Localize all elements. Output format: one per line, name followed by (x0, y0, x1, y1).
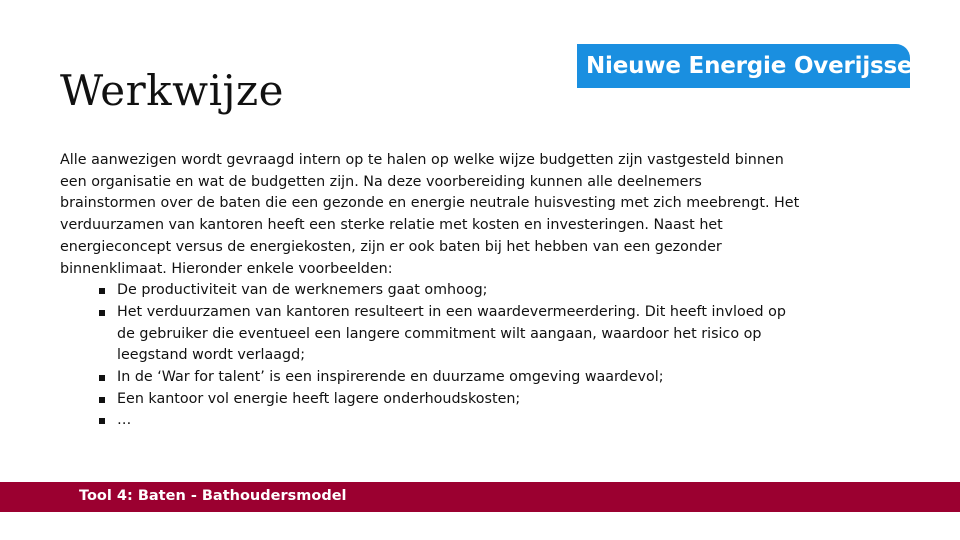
list-item (60, 367, 800, 389)
square-bullet-icon (99, 397, 105, 403)
list-item-text: … (117, 412, 132, 429)
square-bullet-icon (99, 375, 105, 381)
example-list (60, 280, 800, 432)
list-item (60, 280, 800, 302)
slide-body (60, 150, 800, 432)
list-item (60, 389, 800, 411)
list-item (60, 410, 800, 432)
list-item (60, 302, 800, 367)
footer-bar (0, 482, 960, 512)
brand-logo (577, 44, 921, 88)
footer-title: Tool 4: Baten - Bathoudersmodel (79, 488, 347, 504)
slide-title: Werkwijze (60, 66, 285, 115)
list-item-text: Het verduurzamen van kantoren resulteert in een waardevermeerdering. Dit heeft invloed op de gebruiker die eventueel een langere commitment wilt aangaan, waardoor het risico op leegstand wordt verlaagd; (117, 303, 786, 364)
list-item-text: De productiviteit van de werknemers gaat omhoog; (117, 282, 488, 299)
square-bullet-icon (99, 288, 105, 294)
list-item-text: In de ‘War for talent’ is een inspirerende en duurzame omgeving waardevol; (117, 369, 664, 386)
brand-logo-text: Nieuwe Energie Overijssel (586, 53, 921, 79)
square-bullet-icon (99, 418, 105, 424)
list-item-text: Een kantoor vol energie heeft lagere onderhoudskosten; (117, 390, 521, 407)
square-bullet-icon (99, 310, 105, 316)
intro-paragraph: Alle aanwezigen wordt gevraagd intern op te halen op welke wijze budgetten zijn vastgesteld binnen een organisatie en wat de budgetten zijn. Na deze voorbereiding kunnen alle deelnemers brainstormen over de baten die een gezonde en energie neutrale huisvesting met zich meebrengt. Het verduurzamen van kantoren heeft een sterke relatie met kosten en investeringen. Naast het energieconcept versus de energiekosten, zijn er ook baten bij het hebben van een gezonder binnenklimaat. Hieronder enkele voorbeelden: (60, 152, 800, 277)
